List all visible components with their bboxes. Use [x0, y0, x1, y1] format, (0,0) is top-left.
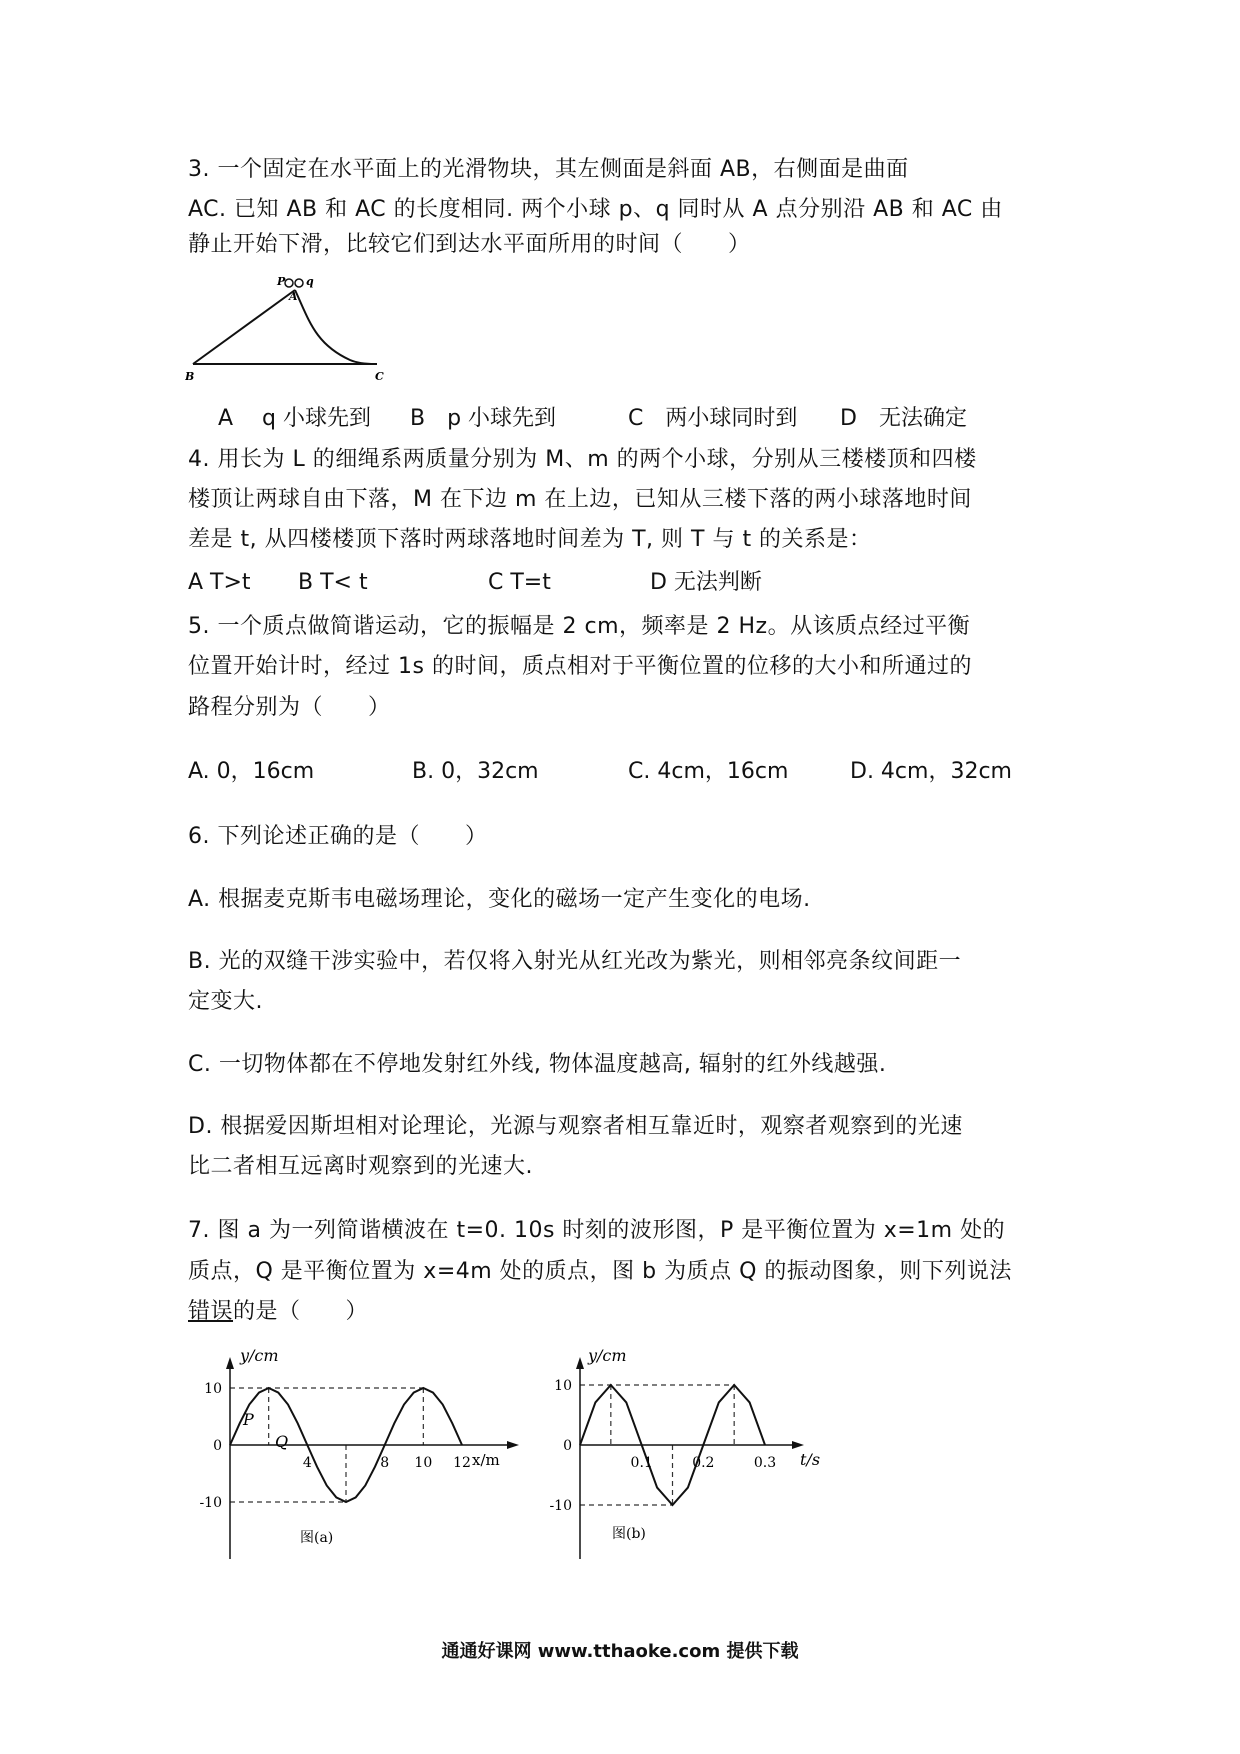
q4-option-b: B T< t: [298, 570, 368, 595]
q3-option-c: C 两小球同时到: [628, 406, 798, 431]
q5-option-a: A. 0，16cm: [188, 759, 315, 784]
y-tick-label: 10: [204, 1381, 222, 1397]
q3-line-1: 3. 一个固定在水平面上的光滑物块，其左侧面是斜面 AB，右侧面是曲面: [188, 157, 909, 182]
point-q-label: Q: [275, 1432, 289, 1451]
q4-option-c: C T=t: [488, 570, 551, 595]
wave-graph-a: [185, 1345, 530, 1570]
x-tick-label: 0.2: [692, 1455, 715, 1471]
point-p-label: P: [243, 1410, 254, 1429]
label-c: C: [375, 370, 384, 383]
y-tick-label: -10: [549, 1498, 572, 1514]
q4-line-2: 楼顶让两球自由下落，M 在下边 m 在上边，已知从三楼下落的两小球落地时间: [188, 487, 972, 512]
q6-option-b-line-2: 定变大.: [188, 989, 263, 1014]
q7-line-3: [188, 1297, 368, 1327]
q3-option-d: D 无法确定: [840, 406, 967, 431]
x-tick-label: 4: [302, 1455, 312, 1471]
q5-line-1: 5. 一个质点做简谐运动，它的振幅是 2 cm，频率是 2 Hz。从该质点经过平衡: [188, 614, 971, 639]
q4-line-1: 4. 用长为 L 的细绳系两质量分别为 M、m 的两个小球，分别从三楼楼顶和四楼: [188, 447, 977, 472]
q6-stem: 6. 下列论述正确的是（ ）: [188, 824, 488, 849]
y-tick-label: 0: [563, 1438, 572, 1454]
q3-option-a: A q 小球先到: [218, 406, 372, 431]
y-axis-arrow: [576, 1357, 584, 1369]
x-tick-label: 12: [453, 1455, 471, 1471]
x-tick-label: 8: [380, 1455, 390, 1471]
q7-line-3-rest: 的是（ ）: [233, 1299, 369, 1324]
footer-credit: 通通好课网 www.tthaoke.com 提供下载: [441, 1641, 799, 1662]
x-axis-label: x/m: [472, 1451, 500, 1469]
q7-line-2: 质点，Q 是平衡位置为 x=4m 处的质点，图 b 为质点 Q 的振动图象，则下列说法: [188, 1259, 1012, 1284]
q6-option-d-line-2: 比二者相互远离时观察到的光速大.: [188, 1154, 533, 1179]
q6-option-c: C. 一切物体都在不停地发射红外线, 物体温度越高, 辐射的红外线越强.: [188, 1052, 887, 1077]
q3-line-3: 静止开始下滑，比较它们到达水平面所用的时间（ ）: [188, 232, 751, 257]
slope-ab: [193, 290, 295, 364]
y-tick-label: -10: [199, 1495, 222, 1511]
x-axis-arrow: [792, 1441, 804, 1449]
chart-b-caption: 图(b): [612, 1526, 646, 1542]
q5-option-c: C. 4cm，16cm: [628, 759, 789, 784]
curve-ac: [295, 290, 375, 364]
q5-option-b: B. 0，32cm: [412, 759, 539, 784]
q6-option-a: A. 根据麦克斯韦电磁场理论，变化的磁场一定产生变化的电场.: [188, 887, 811, 912]
q3-line-2: AC. 已知 AB 和 AC 的长度相同. 两个小球 p、q 同时从 A 点分别沿 AB 和 AC 由: [188, 197, 1003, 222]
y-axis-label: y/cm: [588, 1346, 627, 1365]
label-q: q: [306, 275, 314, 288]
ball-q: [295, 279, 303, 287]
q7-underlined-word: 错误: [188, 1299, 234, 1324]
label-p: P: [277, 275, 286, 288]
q5-option-d: D. 4cm，32cm: [850, 759, 1012, 784]
x-tick-label: 0.1: [630, 1455, 653, 1471]
label-a: A: [289, 290, 298, 303]
x-tick-label: 10: [414, 1455, 433, 1471]
x-axis-label: t/s: [800, 1450, 821, 1469]
incline-figure: [185, 272, 410, 387]
q7-line-1: 7. 图 a 为一列简谐横波在 t=0. 10s 时刻的波形图，P 是平衡位置为 x=1m 处的: [188, 1218, 1006, 1243]
y-tick-label: 10: [554, 1378, 572, 1394]
vibration-graph-b: [530, 1345, 850, 1570]
q5-line-3: 路程分别为（ ）: [188, 695, 391, 720]
q4-option-d: D 无法判断: [650, 570, 762, 595]
x-tick-label: 0.3: [753, 1455, 777, 1471]
y-axis-label: y/cm: [240, 1346, 279, 1365]
q4-option-a: A T>t: [188, 570, 251, 595]
q4-line-3: 差是 t, 从四楼楼顶下落时两球落地时间差为 T, 则 T 与 t 的关系是：: [188, 527, 872, 552]
q3-option-b: B p 小球先到: [410, 406, 557, 431]
y-axis-arrow: [226, 1357, 234, 1369]
x-axis-arrow: [507, 1441, 519, 1449]
q6-option-b-line-1: B. 光的双缝干涉实验中，若仅将入射光从红光改为紫光，则相邻亮条纹间距一: [188, 949, 962, 974]
q5-line-2: 位置开始计时，经过 1s 的时间，质点相对于平衡位置的位移的大小和所通过的: [188, 654, 972, 679]
y-tick-label: 0: [213, 1438, 222, 1454]
label-b: B: [185, 370, 195, 383]
ball-p: [285, 279, 293, 287]
q6-option-d-line-1: D. 根据爱因斯坦相对论理论，光源与观察者相互靠近时，观察者观察到的光速: [188, 1114, 963, 1139]
chart-a-caption: 图(a): [300, 1530, 334, 1546]
